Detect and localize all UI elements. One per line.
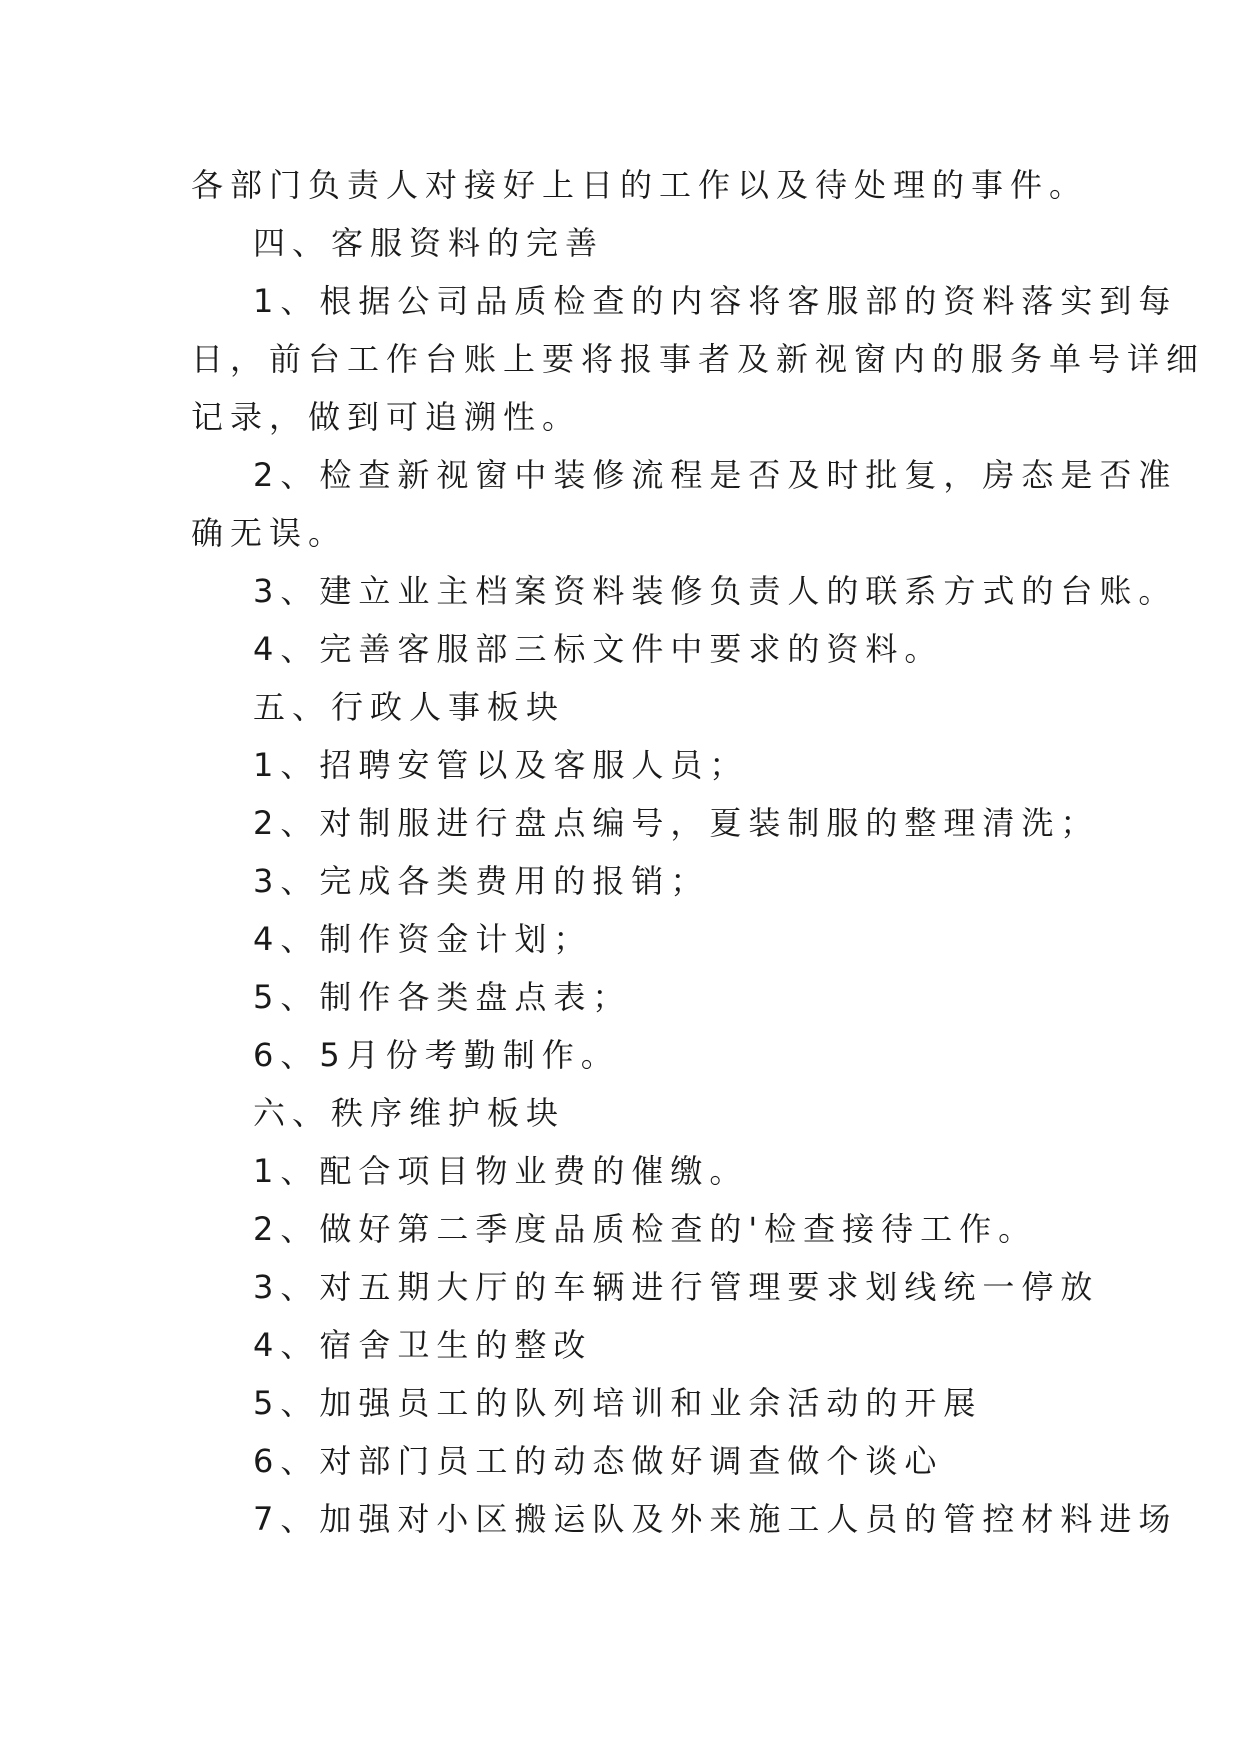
section-heading-admin-hr: 五、行政人事板块 — [253, 688, 566, 726]
section-heading-customer-service: 四、客服资料的完善 — [253, 224, 605, 262]
list-item: 3、对五期大厅的车辆进行管理要求划线统一停放 — [253, 1268, 1100, 1306]
list-item: 4、完善客服部三标文件中要求的资料。 — [253, 630, 944, 668]
list-item: 1、配合项目物业费的催缴。 — [253, 1152, 749, 1190]
list-item: 1、招聘安管以及客服人员； — [253, 746, 749, 784]
paragraph-line: 记录，做到可追溯性。 — [191, 398, 582, 436]
list-item: 5、制作各类盘点表； — [253, 978, 632, 1016]
list-item: 3、建立业主档案资料装修负责人的联系方式的台账。 — [253, 572, 1178, 610]
list-item: 1、根据公司品质检查的内容将客服部的资料落实到每 — [253, 282, 1178, 320]
list-item: 4、制作资金计划； — [253, 920, 593, 958]
list-item: 5、加强员工的队列培训和业余活动的开展 — [253, 1384, 983, 1422]
paragraph-line: 各部门负责人对接好上日的工作以及待处理的事件。 — [191, 166, 1089, 204]
list-item: 6、5月份考勤制作。 — [253, 1036, 620, 1074]
list-item: 2、对制服进行盘点编号，夏装制服的整理清洗； — [253, 804, 1100, 842]
paragraph-line: 日，前台工作台账上要将报事者及新视窗内的服务单号详细 — [191, 340, 1206, 378]
list-item: 3、完成各类费用的报销； — [253, 862, 710, 900]
list-item: 2、做好第二季度品质检查的'检查接待工作。 — [253, 1210, 1038, 1248]
list-item: 4、宿舍卫生的整改 — [253, 1326, 593, 1364]
paragraph-line: 确无误。 — [191, 514, 348, 552]
list-item: 2、检查新视窗中装修流程是否及时批复，房态是否准 — [253, 456, 1178, 494]
list-item: 7、加强对小区搬运队及外来施工人员的管控材料进场 — [253, 1500, 1178, 1538]
list-item: 6、对部门员工的动态做好调查做个谈心 — [253, 1442, 944, 1480]
section-heading-order-maintenance: 六、秩序维护板块 — [253, 1094, 566, 1132]
